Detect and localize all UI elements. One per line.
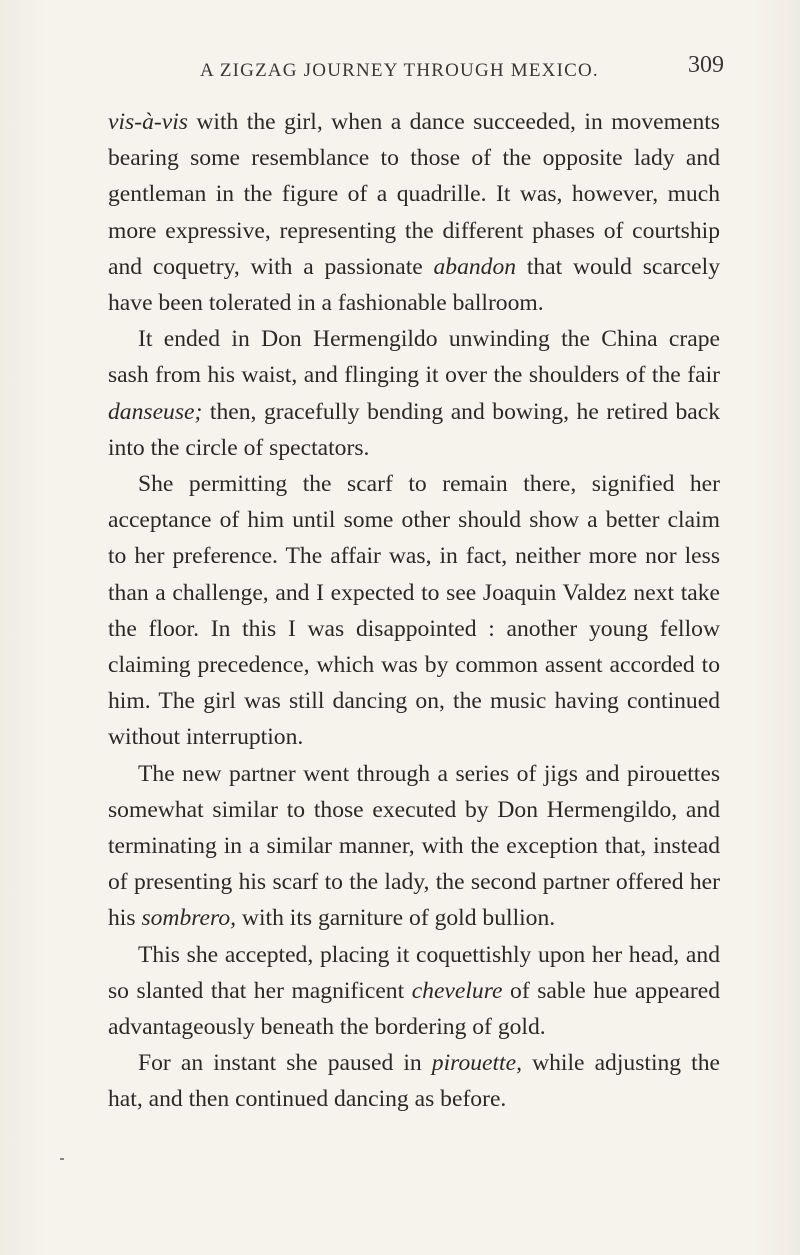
italic-phrase: vis-à-vis: [108, 109, 188, 135]
italic-phrase: abandon: [433, 253, 517, 280]
text-run: while adjusting the hat, and then continued dancing as before.: [108, 1050, 720, 1113]
text-run: The new partner went through a series of jigs and pirouettes somewhat similar to those executed by Don Hermengildo, and terminating in a similar manner, with the exception that, instead of presenting his scarf to the lady, the second partner offered her his: [108, 760, 720, 932]
text-run: that would scarcely have been tolerated in a fashionable ballroom.: [108, 253, 720, 317]
running-title: A ZIGZAG JOURNEY THROUGH MEXICO.: [200, 60, 599, 81]
text-run: It ended in Don Hermengildo unwinding the China crape sash from his waist, and flinging it over the shoulders of the fair: [108, 326, 720, 389]
print-speck: [60, 1158, 64, 1160]
body-text: [108, 104, 720, 1118]
paragraph-1: [108, 104, 720, 321]
text-run: then, gracefully bending and bowing, he retired back into the circle of spectators.: [108, 398, 720, 461]
italic-phrase: sombrero,: [141, 905, 237, 932]
text-run: For an instant she paused in: [138, 1050, 432, 1077]
paragraph-3: She permitting the scarf to remain there, signified her acceptance of him until some other should show a better claim to her preference. The affair was, in fact, neither more nor less than a challenge, and I expected to see Joaquin Valdez next take the floor. In this I was disappointed : another young fellow claiming precedence, which was by common assent accorded to him. The girl was still dancing on, the music having continued without interruption.: [108, 471, 720, 751]
italic-phrase: chevelure: [411, 977, 503, 1004]
text-run: of sable hue appeared advantageously beneath the bordering of gold.: [108, 977, 720, 1041]
italic-phrase: danseuse;: [108, 398, 203, 425]
paragraph-4: [108, 756, 720, 937]
italic-phrase: pirouette,: [431, 1050, 522, 1077]
paragraph-2: [108, 321, 720, 466]
text-run: This she accepted, placing it coquettishly upon her head, and so slanted that her magnificent: [108, 941, 720, 1004]
text-run: with its garniture of gold bullion.: [236, 905, 556, 932]
paragraph-5: [108, 937, 720, 1046]
page-number: 309: [688, 52, 724, 78]
text-run: with the girl, when a dance succeeded, in movements bearing some resemblance to those of the opposite lady and gentleman in the figure of a quadrille. It was, however, much more expressive, representing the different phases of courtship and coquetry, with a passionate: [108, 109, 720, 280]
paragraph-6: [108, 1045, 720, 1117]
